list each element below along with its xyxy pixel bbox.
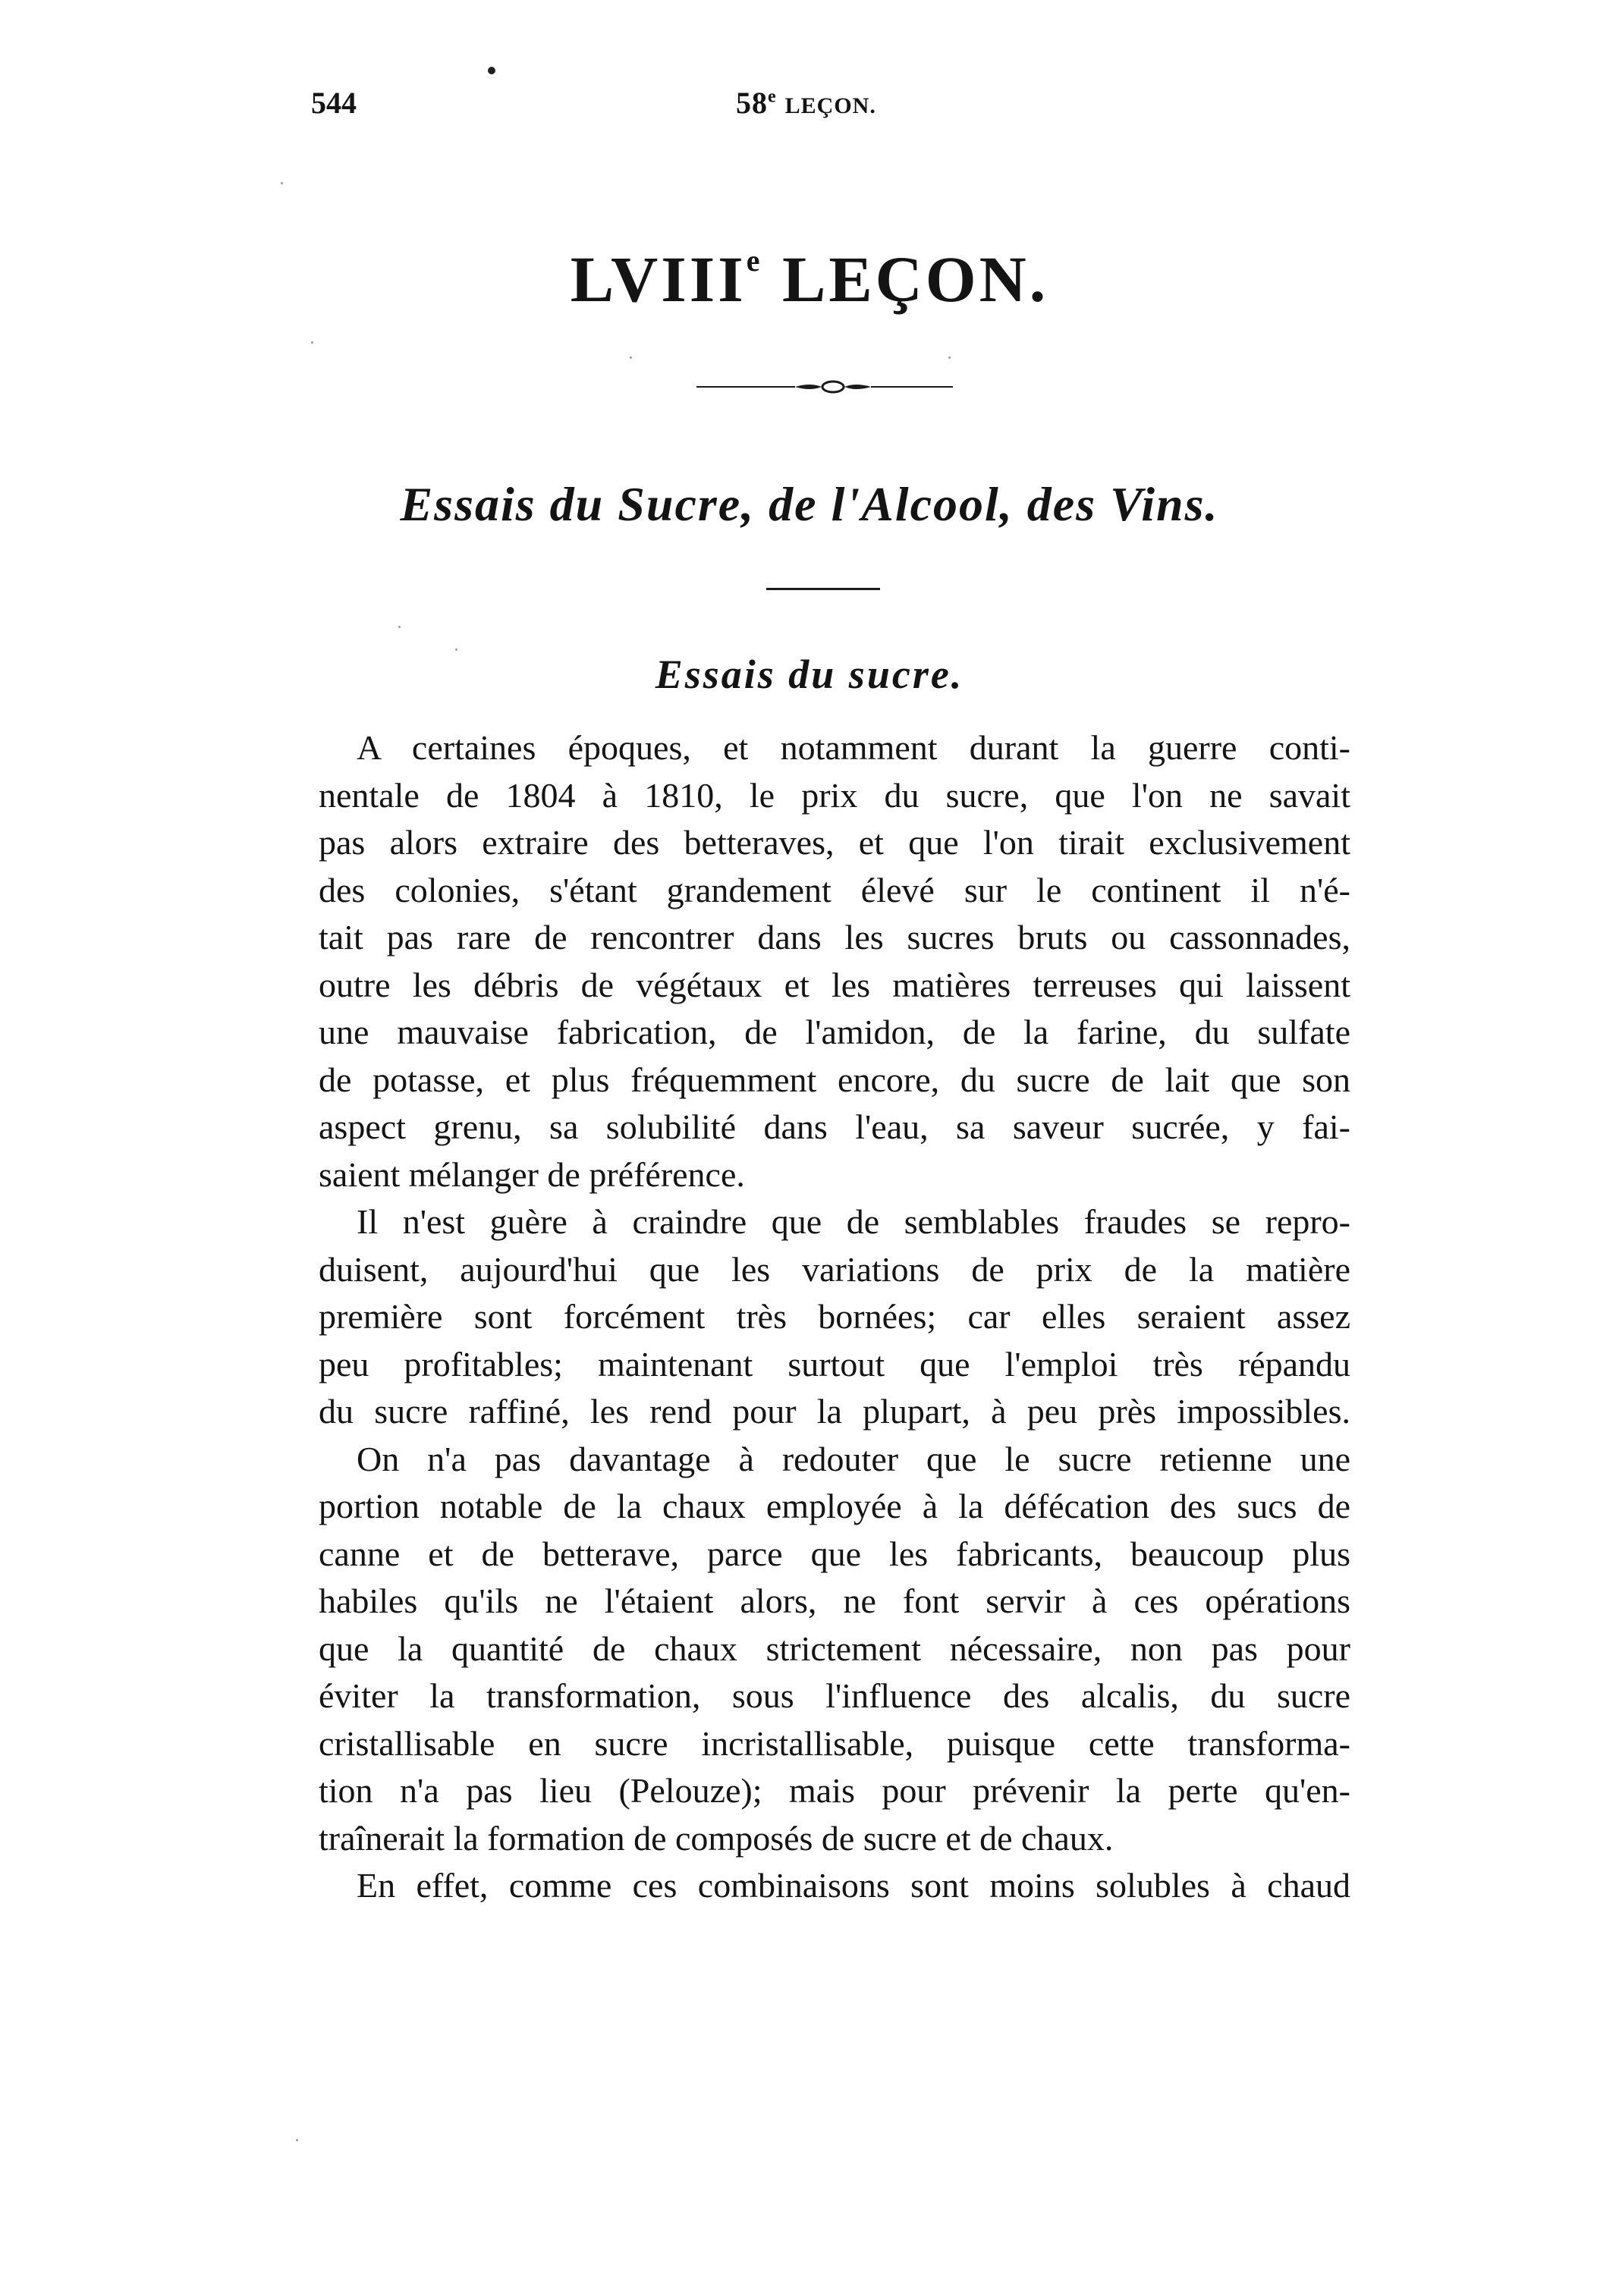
chapter-title-roman: LVIII [570,243,747,316]
text-line: aspect grenu, sa solubilité dans l'eau, sa saveur sucrée, y fai- [319,1107,1350,1146]
text-line: peu profitables; maintenant surtout que l'emploi très répandu [319,1344,1350,1384]
running-title-suffix: e [768,86,777,107]
chapter-subtitle: Essais du Sucre, de l'Alcool, des Vins. [400,477,1219,531]
section-heading: Essais du sucre. [655,652,964,697]
page-number: 544 [311,86,357,120]
paper-speck [630,356,632,359]
paper-speck [281,182,283,184]
chapter-title [0,241,1619,317]
text-line: portion notable de la chaux employée à la défécation des sucs de [319,1487,1350,1525]
ornamental-rule [696,379,953,394]
chapter-title-word: LEÇON. [781,243,1049,316]
text-line: éviter la transformation, sous l'influence des alcalis, du sucre [319,1676,1350,1715]
ink-dot-ornament [488,67,495,74]
text-line: Il n'est guère à craindre que de semblables fraudes se repro- [357,1202,1350,1241]
text-line: traînerait la formation de composés de sucre et de chaux. [319,1818,1114,1858]
text-line: tion n'a pas lieu (Pelouze); mais pour prévenir la perte qu'en- [319,1771,1350,1810]
paper-speck [398,626,401,628]
text-line: que la quantité de chaux strictement nécessaire, non pas pour [319,1629,1350,1668]
chapter-title-suffix: e [746,243,763,278]
running-title-word: LEÇON. [784,93,876,118]
running-title [736,85,876,121]
text-line: cristallisable en sucre incristallisable, puisque cette transforma- [319,1723,1350,1763]
text-line: une mauvaise fabrication, de l'amidon, de la farine, du sulfate [319,1013,1350,1051]
paper-speck [311,341,313,344]
text-line: du sucre raffiné, les rend pour la plupart, à peu près impossibles. [319,1392,1350,1431]
text-line: A certaines époques, et notamment durant la guerre conti- [357,728,1350,767]
text-line: En effet, comme ces combinaisons sont moins solubles à chaud [357,1866,1350,1905]
text-line: canne et de betterave, parce que les fabricants, beaucoup plus [319,1534,1350,1573]
text-line: des colonies, s'étant grandement élevé sur le continent il n'é- [319,870,1350,909]
paper-speck [948,356,951,359]
running-head [311,85,1343,130]
paper-speck [296,2139,298,2141]
text-line: saient mélanger de préférence. [319,1154,745,1194]
text-line: duisent, aujourd'hui que les variations de prix de la matière [319,1249,1350,1289]
text-line: première sont forcément très bornées; car elles seraient assez [319,1297,1350,1336]
running-title-number: 58 [736,86,768,120]
text-line: tait pas rare de rencontrer dans les sucres bruts ou cassonnades, [319,918,1350,956]
text-line: nentale de 1804 à 1810, le prix du sucre, que l'on ne savait [319,775,1350,815]
text-line: habiles qu'ils ne l'étaient alors, ne font servir à ces opérations [319,1581,1350,1620]
text-line: outre les débris de végétaux et les matières terreuses qui laissent [319,965,1350,1004]
short-divider-rule [766,588,880,590]
paper-speck [455,649,457,651]
body-text [319,724,1350,1910]
text-line: de potasse, et plus fréquemment encore, du sucre de lait que son [319,1060,1350,1099]
text-line: On n'a pas davantage à redouter que le sucre retienne une [357,1439,1350,1478]
text-line: pas alors extraire des betteraves, et que l'on tirait exclusivement [319,823,1350,862]
